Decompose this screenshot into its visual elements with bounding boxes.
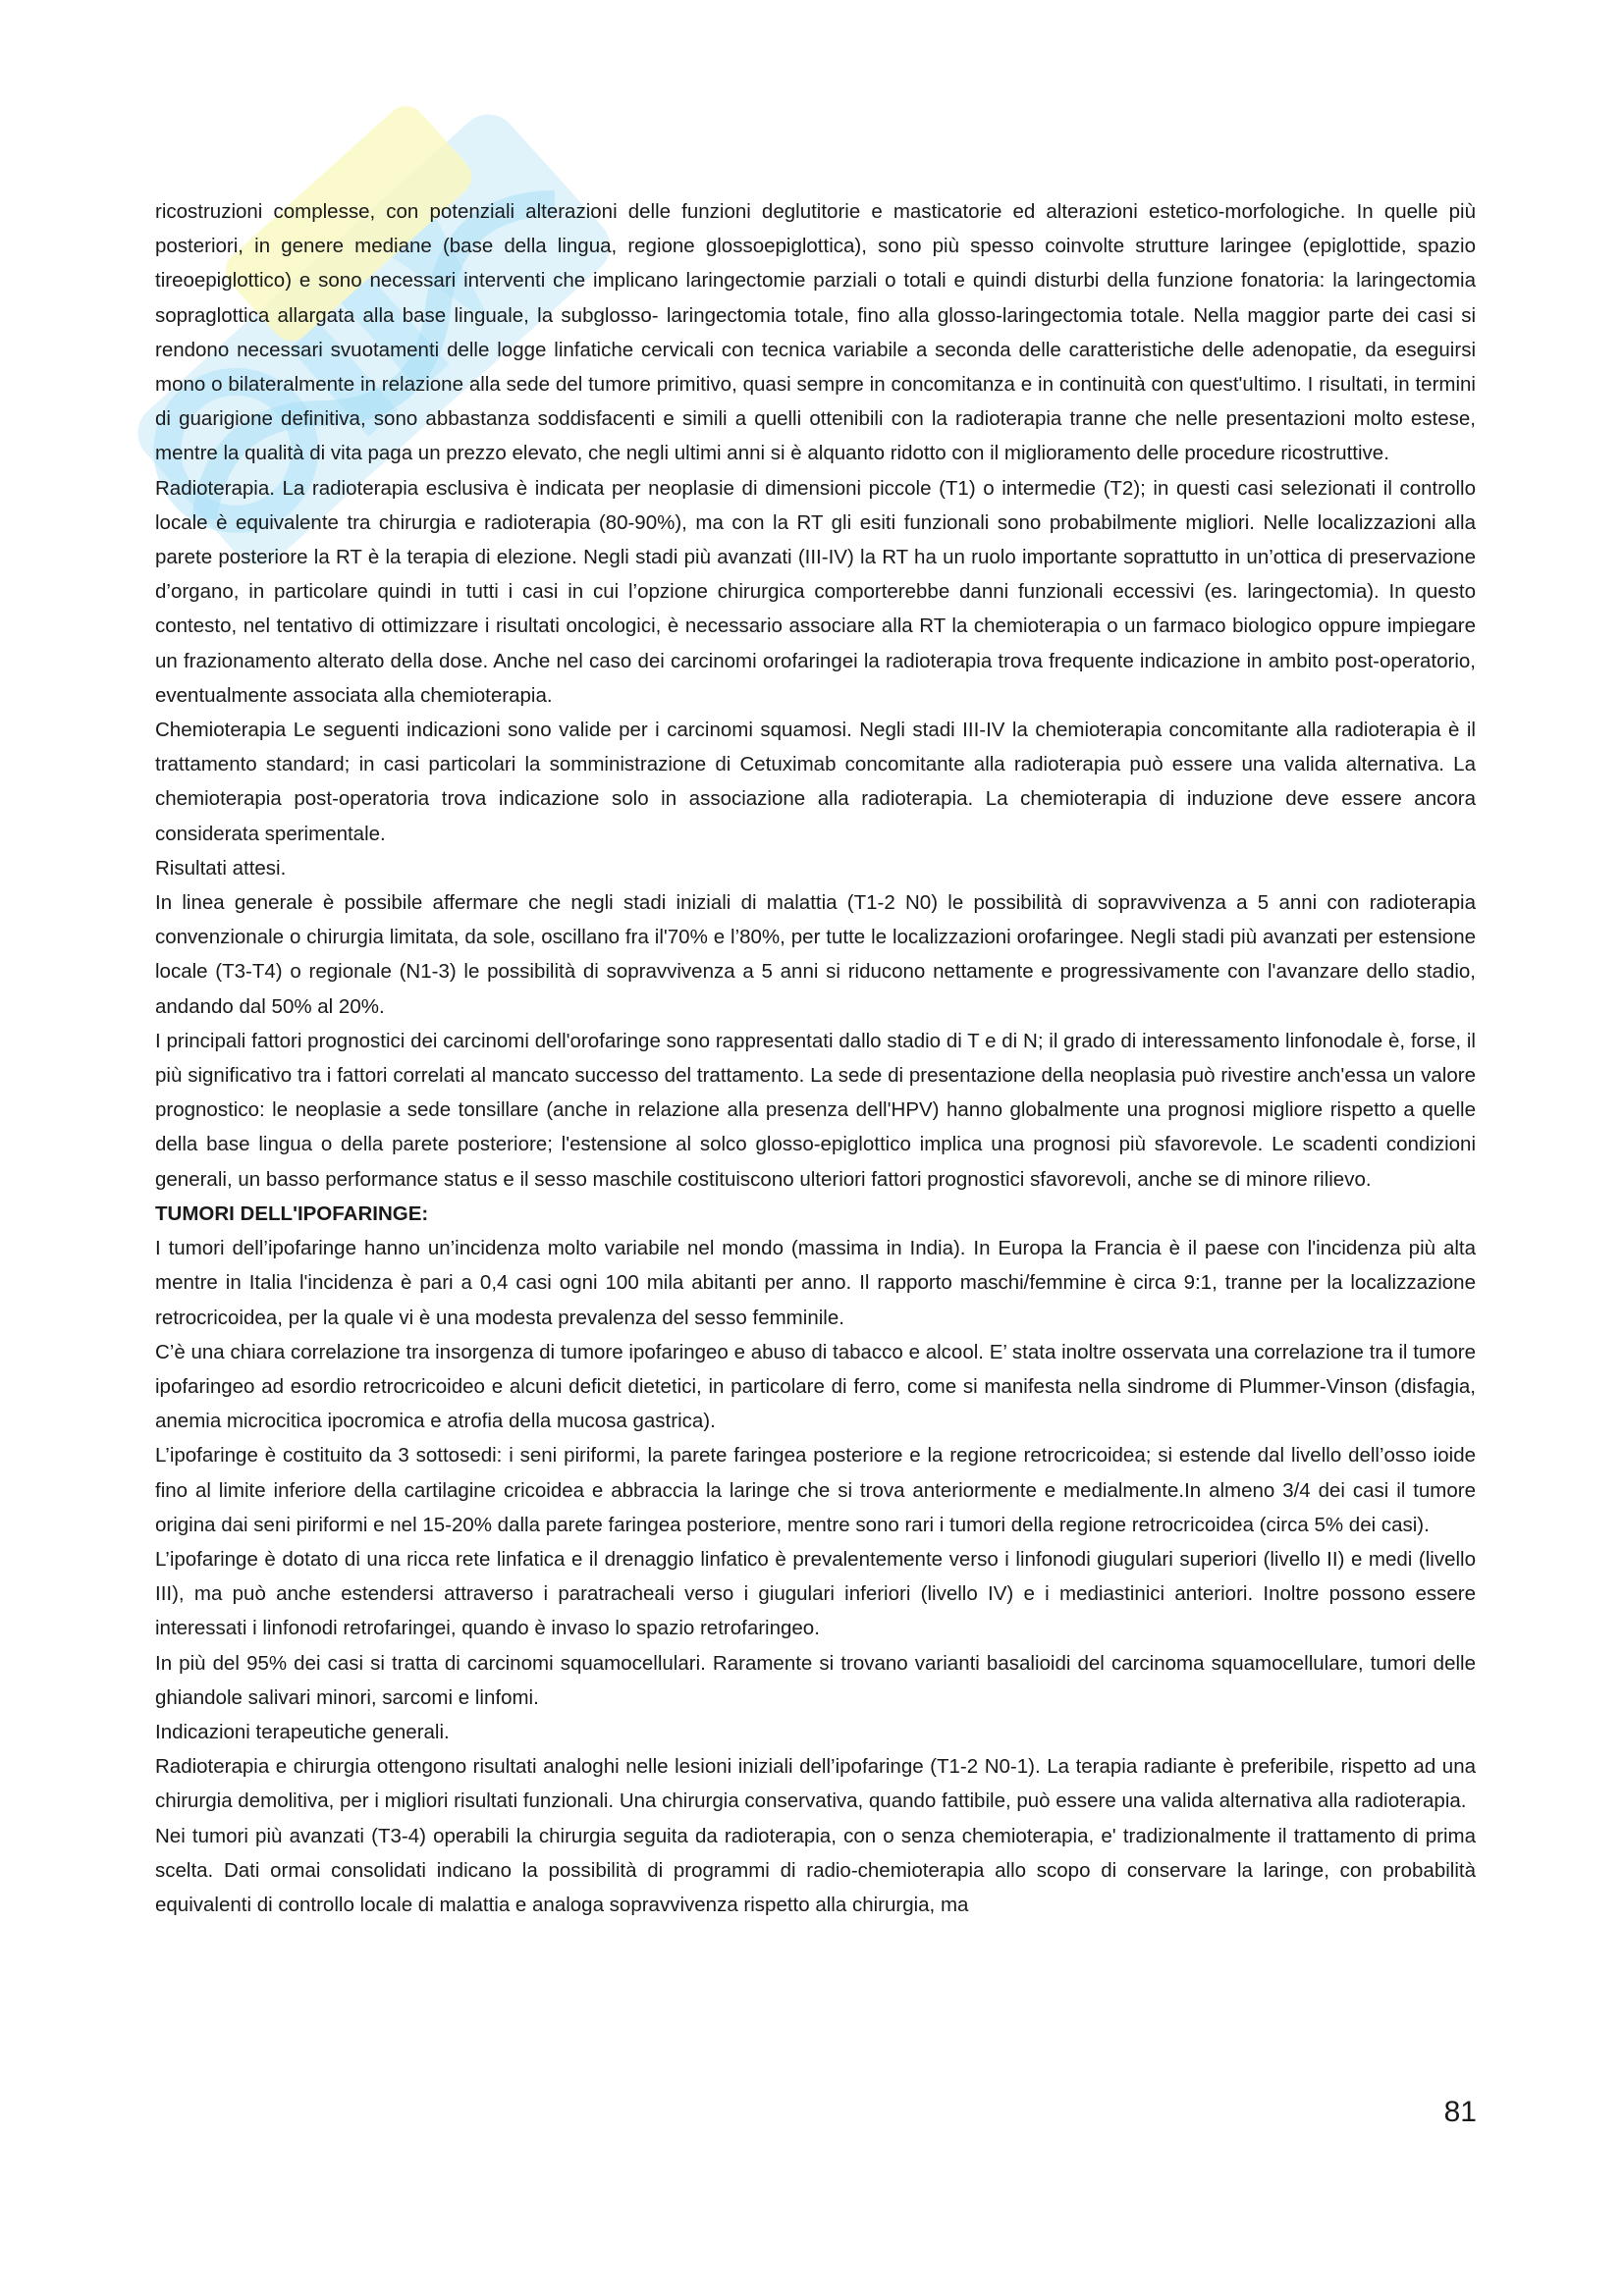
paragraph: In linea generale è possibile affermare che negli stadi iniziali di malattia (T1-2 N0) le possibilità di sopravvivenza a 5 anni con radioterapia convenzionale o chirurgia limitata, da sole, oscillano fra il'70% e l’80%, per tutte le localizzazioni orofaringee. Negli stadi più avanzati per estensione locale (T3-T4) o regionale (N1-3) le possibilità di sopravvivenza a 5 anni si riducono nettamente e progressivamente con l'avanzare dello stadio, andando dal 50% al 20%.: [155, 891, 1476, 1018]
paragraph: In più del 95% dei casi si tratta di carcinomi squamocellulari. Raramente si trovano varianti basalioidi del carcinoma squamocellulare, tumori delle ghiandole salivari minori, sarcomi e linfomi.: [155, 1651, 1476, 1709]
document-body: [155, 194, 1476, 1922]
paragraph: Risultati attesi.: [155, 856, 287, 880]
section-heading: TUMORI DELL'IPOFARINGE:: [155, 1201, 429, 1225]
paragraph: Nei tumori più avanzati (T3-4) operabili la chirurgia seguita da radioterapia, con o senza chemioterapia, e' tradizionalmente il trattamento di prima scelta. Dati ormai consolidati indicano la possibilità di programmi di radio-chemioterapia allo scopo di conservare la laringe, con probabilità equivalenti di controllo locale di malattia e analoga sopravvivenza rispetto alla chirurgia, ma: [155, 1824, 1476, 1916]
paragraph: Indicazioni terapeutiche generali.: [155, 1720, 450, 1743]
paragraph: I principali fattori prognostici dei carcinomi dell'orofaringe sono rappresentati dallo stadio di T e di N; il grado di interessamento linfonodale è, forse, il più significativo tra i fattori correlati al mancato successo del trattamento. La sede di presentazione della neoplasia può rivestire anch'essa un valore prognostico: le neoplasie a sede tonsillare (anche in relazione alla presenza dell'HPV) hanno globalmente una prognosi migliore rispetto a quelle della base lingua o della parete posteriore; l'estensione al solco glosso-epiglottico implica una prognosi più sfavorevole. Le scadenti condizioni generali, un basso performance status e il sesso maschile costituiscono ulteriori fattori prognostici sfavorevoli, anche se di minore rilievo.: [155, 1029, 1476, 1191]
page-number: 81: [1443, 2096, 1477, 2128]
paragraph: ricostruzioni complesse, con potenziali alterazioni delle funzioni deglutitorie e masticatorie ed alterazioni estetico-morfologiche. In quelle più posteriori, in genere mediane (base della lingua, regione glossoepiglottica), sono più spesso coinvolte strutture laringee (epiglottide, spazio tireoepiglottico) e sono necessari interventi che implicano laringectomie parziali o totali e quindi disturbi della funzione fonatoria: la laringectomia sopraglottica allargata alla base linguale, la subglosso- laringectomia totale, fino alla glosso-laringectomia totale. Nella maggior parte dei casi si rendono necessari svuotamenti delle logge linfatiche cervicali con tecnica variabile a seconda delle caratteristiche delle adenopatie, da eseguirsi mono o bilateralmente in relazione alla sede del tumore primitivo, quasi sempre in concomitanza e in continuità con quest'ultimo. I risultati, in termini di guarigione definitiva, sono abbastanza soddisfacenti e simili a quelli ottenibili con la radioterapia tranne che nelle presentazioni molto estese, mentre la qualità di vita paga un prezzo elevato, che negli ultimi anni si è alquanto ridotto con il miglioramento delle procedure ricostruttive.: [155, 200, 1476, 465]
paragraph: L’ipofaringe è dotato di una ricca rete linfatica e il drenaggio linfatico è prevalentemente verso i linfonodi giugulari superiori (livello II) e medi (livello III), ma può anche estendersi attraverso i paratracheali verso i giugulari inferiori (livello IV) e i mediastinici anteriori. Inoltre possono essere interessati i linfonodi retrofaringei, quando è invaso lo spazio retrofaringeo.: [155, 1547, 1476, 1640]
paragraph: L’ipofaringe è costituito da 3 sottosedi: i seni piriformi, la parete faringea posteriore e la regione retrocricoidea; si estende dal livello dell’osso ioide fino al limite inferiore della cartilagine cricoidea e abbraccia la laringe che si trova anteriormente e medialmente.In almeno 3/4 dei casi il tumore origina dai seni piriformi e nel 15-20% dalla parete faringea posteriore, mentre sono rari i tumori della regione retrocricoidea (circa 5% dei casi).: [155, 1444, 1476, 1536]
paragraph: I tumori dell’ipofaringe hanno un’incidenza molto variabile nel mondo (massima in India). In Europa la Francia è il paese con l'incidenza più alta mentre in Italia l'incidenza è pari a 0,4 casi ogni 100 mila abitanti per anno. Il rapporto maschi/femmine è circa 9:1, tranne per la localizzazione retrocricoidea, per la quale vi è una modesta prevalenza del sesso femminile.: [155, 1237, 1476, 1329]
paragraph: C’è una chiara correlazione tra insorgenza di tumore ipofaringeo e abuso di tabacco e alcool. E’ stata inoltre osservata una correlazione tra il tumore ipofaringeo ad esordio retrocricoideo e alcuni deficit dietetici, in particolare di ferro, come si manifesta nella sindrome di Plummer-Vinson (disfagia, anemia microcitica ipocromica e atrofia della mucosa gastrica).: [155, 1340, 1476, 1433]
paragraph: Radioterapia e chirurgia ottengono risultati analoghi nelle lesioni iniziali dell’ipofaringe (T1-2 N0-1). La terapia radiante è preferibile, rispetto ad una chirurgia demolitiva, per i migliori risultati funzionali. Una chirurgia conservativa, quando fattibile, può essere una valida alternativa alla radioterapia.: [155, 1755, 1476, 1813]
paragraph: Radioterapia. La radioterapia esclusiva è indicata per neoplasie di dimensioni piccole (T1) o intermedie (T2); in questi casi selezionati il controllo locale è equivalente tra chirurgia e radioterapia (80-90%), ma con la RT gli esiti funzionali sono probabilmente migliori. Nelle localizzazioni alla parete posteriore la RT è la terapia di elezione. Negli stadi più avanzati (III-IV) la RT ha un ruolo importante soprattutto in un’ottica di preservazione d’organo, in particolare quindi in tutti i casi in cui l’opzione chirurgica comporterebbe danni funzionali eccessivi (es. laringectomia). In questo contesto, nel tentativo di ottimizzare i risultati oncologici, è necessario associare alla RT la chemioterapia o un farmaco biologico oppure impiegare un frazionamento alterato della dose. Anche nel caso dei carcinomi orofaringei la radioterapia trova frequente indicazione in ambito post-operatorio, eventualmente associata alla chemioterapia.: [155, 476, 1476, 707]
paragraph: Chemioterapia Le seguenti indicazioni sono valide per i carcinomi squamosi. Negli stadi III-IV la chemioterapia concomitante alla radioterapia è il trattamento standard; in casi particolari la somministrazione di Cetuximab concomitante alla radioterapia può essere una valida alternativa. La chemioterapia post-operatoria trova indicazione solo in associazione alla radioterapia. La chemioterapia di induzione deve essere ancora considerata sperimentale.: [155, 719, 1476, 845]
